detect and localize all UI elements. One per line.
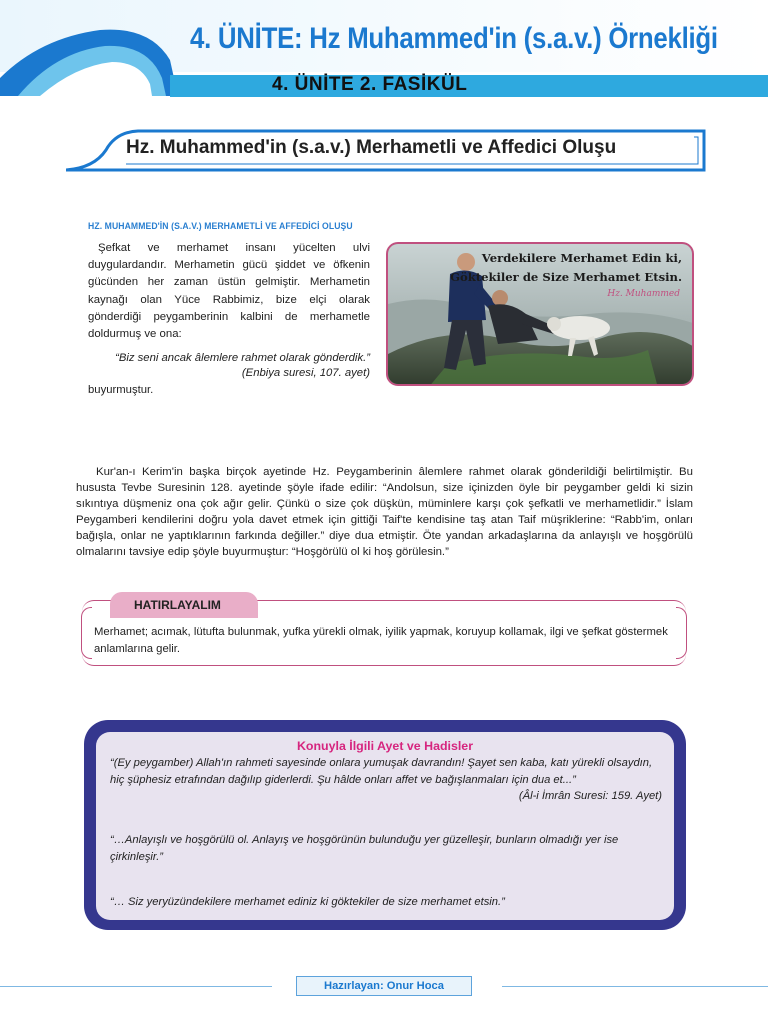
unit-title: 4. ÜNİTE: Hz Muhammed'in (s.a.v.) Örnekliği (190, 22, 718, 55)
verse-item (110, 755, 662, 805)
footer-line-right (502, 986, 768, 987)
verse-text: “…Anlayışlı ve hoşgörülü ol. Anlayış ve hoşgörünün bulunduğu yer güzelleşir, bunların olmadığı yer ise çirkinleşir.” (110, 834, 619, 863)
footer-line-left (0, 986, 272, 987)
verse-reference: (Âl-i İmrân Suresi: 159. Ayet) (518, 790, 662, 802)
verse-text: “(Ey peygamber) Allah'ın rahmeti sayesinde onlara yumuşak davrandın! Şayet sen kaba, katı yürekli olsaydın, hiç şüphesiz etrafından dağılıp giderlerdi. Şu hâlde onları affet ve bağışlanmaları için dua et...” (110, 757, 653, 786)
photo-caption-line2: Göktekiler de Size Merhamet Etsin. (450, 270, 682, 284)
intro-quote-reference: (Enbiya suresi, 107. ayet) (241, 367, 370, 379)
intro-quote-tail: buyurmuştur. (88, 384, 154, 396)
intro-paragraph: Şefkat ve merhamet insanı yücelten ulvi duygulardandır. Merhametin gücü şiddet ve öfkenin gücünden her zaman üstün gelmiştir. Merhametin kaynağı olan Yüce Rabbimiz, bize elçi olarak gönderdiği peygamberinin kalbini de merhametle doldurmuş ve ona: (88, 242, 370, 341)
footer-author: Hazırlayan: Onur Hoca (296, 976, 472, 996)
verse-item (110, 894, 662, 911)
remember-label: HATIRLAYALIM (134, 598, 221, 612)
body-paragraph: Kur'an-ı Kerim'in başka birçok ayetinde Hz. Peygamberinin âlemlere rahmet olarak gönderildiği belirtilmiştir. Bu hususta Tevbe Suresinin 128. ayetinde şöyle ifade edilir: “Andolsun, size içinizden öyle bir peygamber geldi ki sizin sıkıntıya düşmeniz ona çok ağır gelir. Çünkü o size çok düşkün, müminlere karşı çok şefkatli ve merhametlidir.” İslam Peygamberi kendilerini doğru yola davet etmek için gittiği Taif'te kendisine taş atan Taif müşriklerine: “Rabb'im, onları bağışla, onlar ne yaptıklarının farkında değiller.” diye dua etmiştir. Öte yandan arkadaşlarına da anlayışlı ve hoşgörülü olmalarını tavsiye edip şöyle buyurmuştur: “Hoşgörülü ol ki hoş görülesin.” (76, 466, 693, 558)
verses-title: Konuyla İlgili Ayet ve Hadisler (296, 739, 474, 753)
verse-text: “… Siz yeryüzündekilere merhamet ediniz ki göktekiler de size merhamet etsin.” (110, 896, 505, 908)
unit-subtitle: 4. ÜNİTE 2. FASİKÜL (272, 74, 468, 95)
rescue-photo (386, 242, 694, 386)
verse-item (110, 832, 662, 865)
photo-caption-line1: Verdekilere Merhamet Edin ki, (481, 251, 682, 265)
section-title: Hz. Muhammed'in (s.a.v.) Merhametli ve Affedici Oluşu (126, 137, 617, 158)
intro-caption: HZ. MUHAMMED'İN (S.A.V.) MERHAMETLİ VE AFFEDİCİ OLUŞU (88, 221, 353, 232)
remember-text: Merhamet; acımak, lütufta bulunmak, yufka yürekli olmak, iyilik yapmak, koruyup kollamak, ilgi ve şefkat göstermek anlamlarına gelir. (94, 626, 668, 655)
intro-quote: “Biz seni ancak âlemlere rahmet olarak gönderdik.” (115, 352, 370, 364)
unit-subtitle-band (170, 75, 768, 97)
photo-signature: Hz. Muhammed (607, 289, 680, 299)
intro-quote-block (88, 351, 370, 398)
rescue-photo-illustration (388, 244, 694, 386)
